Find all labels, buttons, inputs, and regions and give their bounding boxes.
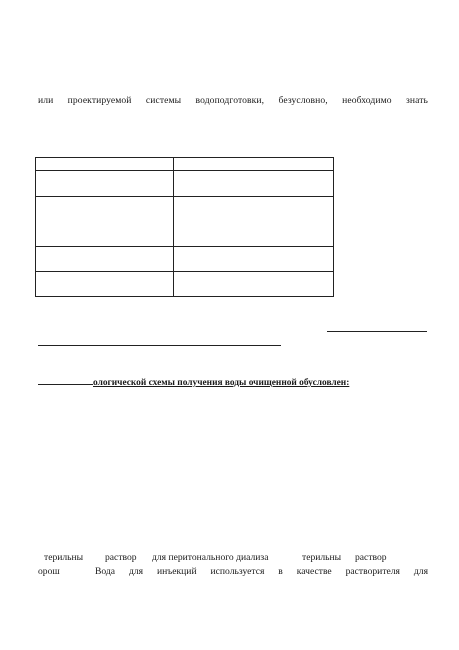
- text-fragment: терильны: [44, 552, 84, 563]
- section-heading: [38, 374, 349, 388]
- table-row: [36, 158, 334, 171]
- table-row: [36, 272, 334, 297]
- table-cell: [36, 272, 174, 297]
- text-fragment: терильны: [302, 552, 342, 563]
- text-fragment: раствор: [355, 552, 387, 563]
- table-cell: [174, 247, 334, 272]
- table-cell: [174, 272, 334, 297]
- text-fragment: орош: [38, 566, 60, 577]
- table-row: [36, 197, 334, 247]
- table-cell: [174, 158, 334, 171]
- table-cell: [36, 197, 174, 247]
- data-table: [35, 157, 334, 297]
- heading-blank: [38, 374, 93, 385]
- text-fragment: для перитонального диализа: [152, 552, 269, 563]
- table-cell: [174, 197, 334, 247]
- text-fragment: Вода для инъекций используется в качестве растворителя для: [95, 566, 428, 577]
- table-cell: [36, 171, 174, 197]
- table-row: [36, 247, 334, 272]
- table-cell: [36, 158, 174, 171]
- underline-rule: [38, 345, 281, 346]
- table-row: [36, 171, 334, 197]
- table-cell: [36, 247, 174, 272]
- heading-text: ологической схемы получения воды очищенной обусловлен:: [93, 378, 350, 388]
- table-cell: [174, 171, 334, 197]
- text-fragment: раствор: [105, 552, 137, 563]
- text-line: [0, 552, 459, 566]
- underline-rule: [327, 331, 427, 332]
- paragraph-line: или проектируемой системы водоподготовки, безусловно, необходимо знать: [38, 95, 428, 106]
